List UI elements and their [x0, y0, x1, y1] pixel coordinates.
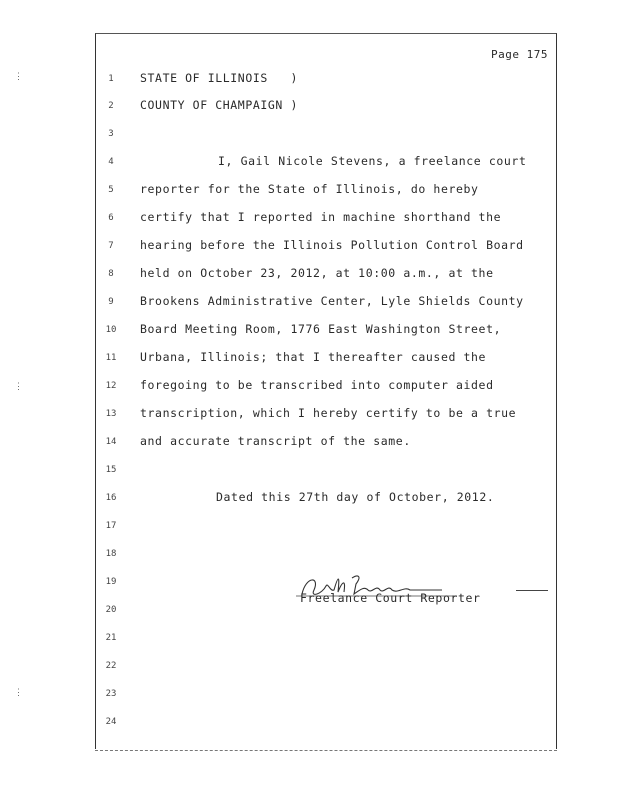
page-bottom-edge: [95, 750, 557, 751]
line-number: 14: [105, 437, 117, 447]
line-number: 9: [108, 297, 114, 307]
transcript-line: [96, 322, 556, 342]
line-number: 1: [108, 74, 114, 84]
transcript-line: [96, 602, 556, 622]
line-number: 7: [108, 241, 114, 251]
line-number: 15: [105, 465, 117, 475]
line-text: COUNTY OF CHAMPAIGN ): [140, 98, 298, 112]
line-text: transcription, which I hereby certify to be a true: [140, 406, 517, 420]
line-number: 12: [105, 381, 117, 391]
line-number: 22: [105, 661, 117, 671]
transcript-line: [96, 350, 556, 370]
line-text: STATE OF ILLINOIS ): [140, 71, 298, 85]
transcript-line: [96, 126, 556, 146]
line-text: I, Gail Nicole Stevens, a freelance court: [218, 154, 527, 168]
line-text: foregoing to be transcribed into computer aided: [140, 378, 494, 392]
line-number: 18: [105, 549, 117, 559]
line-number: 6: [108, 213, 114, 223]
line-number: 19: [105, 577, 117, 587]
transcript-line: [96, 630, 556, 650]
transcript-line: [96, 98, 556, 118]
line-text: Board Meeting Room, 1776 East Washington Street,: [140, 322, 502, 336]
line-text: Urbana, Illinois; that I thereafter caused the: [140, 350, 487, 364]
line-number: 3: [108, 129, 114, 139]
transcript-line: [96, 518, 556, 538]
line-text: hearing before the Illinois Pollution Control Board: [140, 238, 524, 252]
transcript-line: [96, 210, 556, 230]
scan-mark: ⋮: [14, 688, 23, 698]
line-number: 2: [108, 101, 114, 111]
line-number: 21: [105, 633, 117, 643]
signature-title: Freelance Court Reporter: [300, 591, 481, 605]
line-number: 4: [108, 157, 114, 167]
transcript-line: [96, 154, 556, 174]
line-text: reporter for the State of Illinois, do hereby: [140, 182, 479, 196]
transcript-line: [96, 266, 556, 286]
line-text: certify that I reported in machine shorthand the: [140, 210, 502, 224]
line-number: 20: [105, 605, 117, 615]
line-text: and accurate transcript of the same.: [140, 434, 411, 448]
line-number: 16: [105, 493, 117, 503]
page-number: Page 175: [491, 48, 548, 61]
line-text: Brookens Administrative Center, Lyle Shields County: [140, 294, 524, 308]
transcript-line: [96, 490, 556, 510]
transcript-page: [95, 33, 557, 749]
scan-mark: ⋮: [14, 382, 23, 392]
line-text: held on October 23, 2012, at 10:00 a.m., at the: [140, 266, 494, 280]
transcript-line: [96, 378, 556, 398]
transcript-line: [96, 714, 556, 734]
line-number: 11: [105, 353, 117, 363]
line-number: 10: [105, 325, 117, 335]
line-text: Dated this 27th day of October, 2012.: [216, 490, 495, 504]
transcript-line: [96, 462, 556, 482]
line-number: 24: [105, 717, 117, 727]
line-number: 23: [105, 689, 117, 699]
scan-mark: ⋮: [14, 72, 23, 82]
transcript-line: [96, 238, 556, 258]
transcript-line: [96, 658, 556, 678]
line-number: 8: [108, 269, 114, 279]
transcript-line: [96, 686, 556, 706]
signature-dash: [516, 590, 548, 591]
line-number: 13: [105, 409, 117, 419]
transcript-line: [96, 406, 556, 426]
transcript-line: [96, 434, 556, 454]
line-number: 5: [108, 185, 114, 195]
transcript-line: [96, 71, 556, 91]
transcript-line: [96, 294, 556, 314]
transcript-line: [96, 182, 556, 202]
line-number: 17: [105, 521, 117, 531]
